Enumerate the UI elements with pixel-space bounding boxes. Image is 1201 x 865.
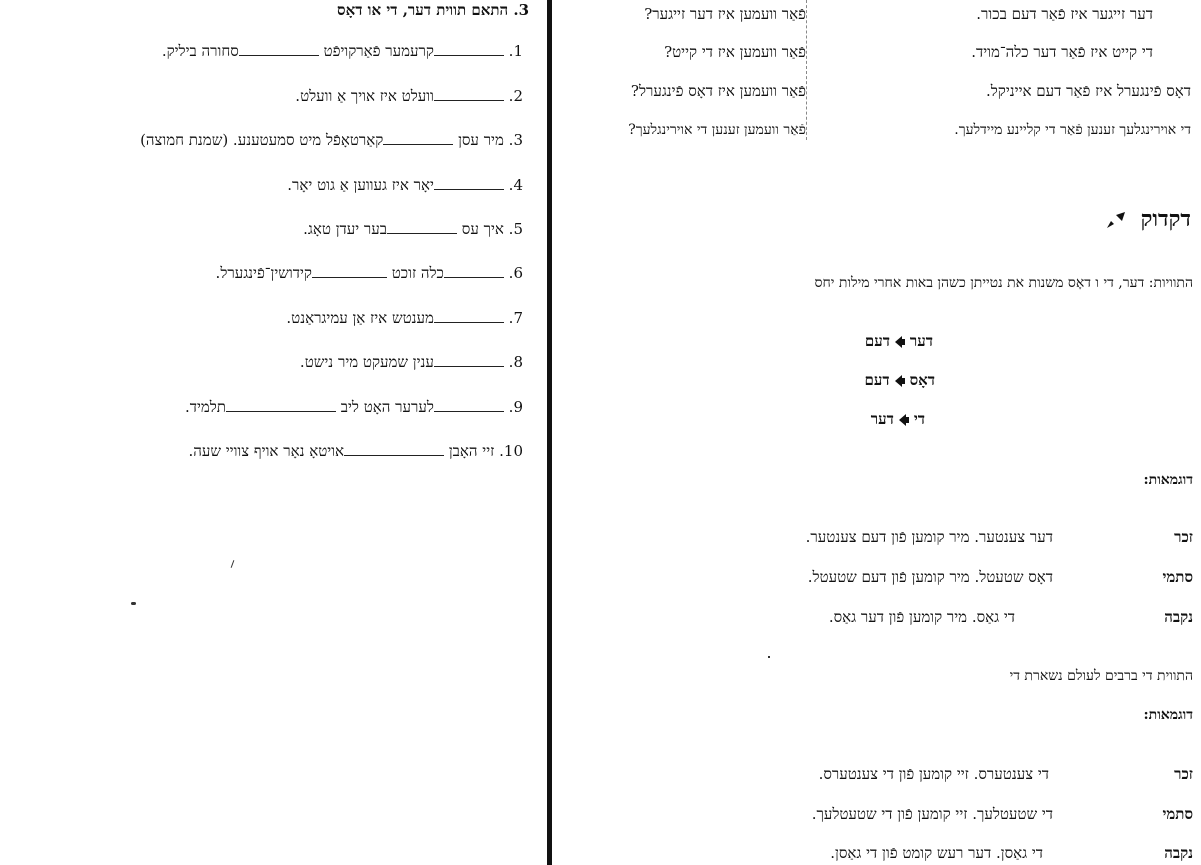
answer-blank[interactable] bbox=[383, 132, 453, 145]
match-statement: דער זייגער איז פֿאַר דעם בכור. bbox=[976, 5, 1153, 23]
answer-blank[interactable] bbox=[312, 265, 387, 278]
gender-label: סתמי bbox=[1162, 805, 1193, 823]
arrow-left-icon bbox=[894, 374, 906, 388]
answer-blank[interactable] bbox=[344, 443, 444, 456]
section-title: דקדוק bbox=[1105, 205, 1191, 233]
gender-label: זכר bbox=[1174, 765, 1193, 783]
answer-blank[interactable] bbox=[434, 43, 504, 56]
item-number: 9. bbox=[508, 398, 523, 416]
answer-blank[interactable] bbox=[434, 177, 504, 190]
answer-blank[interactable] bbox=[444, 265, 504, 278]
item-text: קידושין־פֿינגערל. bbox=[215, 264, 312, 282]
item-number: 3. bbox=[508, 131, 523, 149]
item-number: 4. bbox=[508, 176, 523, 194]
match-question: פֿאַר וועמען איז דאָס פֿינגערל? bbox=[630, 82, 806, 100]
answer-blank[interactable] bbox=[387, 221, 457, 234]
example-text: די גאַסן. דער רעש קומט פֿון די גאַסן. bbox=[830, 844, 1043, 862]
item-text: בער יעדן טאָג. bbox=[303, 220, 388, 238]
declension-row: דערדעם bbox=[864, 332, 933, 350]
item-text: אויטאָ נאָר אויף צוויי שעה. bbox=[188, 442, 345, 460]
item-text: מיר עסן bbox=[458, 131, 504, 149]
answer-blank[interactable] bbox=[434, 88, 504, 101]
example-text: די צענטערס. זיי קומען פֿון די צענטערס. bbox=[818, 765, 1049, 783]
gender-label: נקבה bbox=[1164, 608, 1193, 626]
example-text: די שטעטלעך. זיי קומען פֿון די שטעטלעך. bbox=[811, 805, 1053, 823]
scan-speck bbox=[231, 560, 235, 568]
item-text: איך עס bbox=[461, 220, 504, 238]
item-text: סחורה ביליק. bbox=[161, 42, 239, 60]
item-text: לערער האָט ליב bbox=[340, 398, 434, 416]
declension-row: דאָסדעם bbox=[864, 371, 935, 389]
item-number: 1. bbox=[508, 42, 523, 60]
plural-rule: התווית די ברבים לעולם נשארת די bbox=[1009, 668, 1193, 684]
example-text: די גאַס. מיר קומען פֿון דער גאַס. bbox=[828, 608, 1015, 626]
item-text: יאָר איז געווען אַ גוט יאָר. bbox=[287, 176, 434, 194]
item-text: וועלט איז אויך אַ וועלט. bbox=[295, 87, 434, 105]
declension-row: דידער bbox=[870, 410, 925, 428]
pointing-arrow-icon bbox=[1105, 210, 1127, 230]
exercise-title: 3. התאם תווית דער, די או דאָס bbox=[337, 1, 529, 19]
match-statement: דאָס פֿינגערל איז פֿאַר דעם אייניקל. bbox=[986, 82, 1191, 100]
examples-label: דוגמאות: bbox=[1143, 472, 1193, 488]
item-text: קרעמער פֿאַרקויפֿט bbox=[323, 42, 434, 60]
example-text: דאָס שטעטל. מיר קומען פֿון דעם שטעטל. bbox=[807, 568, 1053, 586]
answer-blank[interactable] bbox=[434, 310, 504, 323]
match-statement: די אוירינגלעך זענען פֿאַר די קליינע מיידלעך. bbox=[954, 122, 1191, 138]
exercise-item bbox=[188, 442, 523, 460]
item-number: 6. bbox=[508, 264, 523, 282]
gender-label: סתמי bbox=[1162, 568, 1193, 586]
item-text: תלמיד. bbox=[184, 398, 226, 416]
arrow-left-icon bbox=[898, 413, 910, 427]
match-question: פֿאַר וועמען זענען די אוירינגלעך? bbox=[628, 122, 806, 138]
item-number: 5. bbox=[508, 220, 523, 238]
exercise-item bbox=[140, 131, 523, 149]
exercise-item bbox=[216, 264, 523, 282]
exercise-item bbox=[185, 398, 523, 416]
example-text: דער צענטער. מיר קומען פֿון דעם צענטער. bbox=[805, 528, 1053, 546]
item-number: 2. bbox=[508, 87, 523, 105]
item-text: מענטש איז אַן עמיגראַנט. bbox=[286, 309, 434, 327]
answer-blank[interactable] bbox=[434, 354, 504, 367]
item-text: זיי האָבן bbox=[448, 442, 495, 460]
gender-label: זכר bbox=[1174, 528, 1193, 546]
scan-speck bbox=[768, 656, 770, 658]
item-text: כלה זוכט bbox=[391, 264, 444, 282]
exercise-item bbox=[295, 87, 523, 105]
exercise-item bbox=[286, 309, 523, 327]
exercise-item bbox=[287, 176, 523, 194]
match-statement: די קייט איז פֿאַר דער כלה־מויד. bbox=[971, 43, 1153, 61]
item-number: 8. bbox=[508, 353, 523, 371]
answer-blank[interactable] bbox=[226, 399, 336, 412]
exercise-item bbox=[303, 220, 523, 238]
column-separator bbox=[806, 0, 807, 140]
exercise-item bbox=[162, 42, 523, 60]
rule-text: התוויות: דער, די ו דאָס משנות את נטייתן כשהן באות אחרי מילות יחס bbox=[814, 275, 1193, 291]
match-question: פֿאַר וועמען איז דער זייגער? bbox=[644, 5, 806, 23]
arrow-left-icon bbox=[894, 335, 906, 349]
scan-speck bbox=[131, 602, 136, 605]
exercise-item bbox=[300, 353, 523, 371]
page-gutter bbox=[547, 0, 552, 865]
item-text: ענין שמעקט מיר נישט. bbox=[299, 353, 434, 371]
match-question: פֿאַר וועמען איז די קייט? bbox=[664, 43, 806, 61]
answer-blank[interactable] bbox=[434, 399, 504, 412]
gender-label: נקבה bbox=[1164, 844, 1193, 862]
item-number: 10. bbox=[499, 442, 523, 460]
item-text: קאַרטאָפֿל מיט סמעטענע. (שמנת חמוצה) bbox=[140, 131, 384, 149]
examples-label: דוגמאות: bbox=[1143, 707, 1193, 723]
item-number: 7. bbox=[508, 309, 523, 327]
answer-blank[interactable] bbox=[239, 43, 319, 56]
